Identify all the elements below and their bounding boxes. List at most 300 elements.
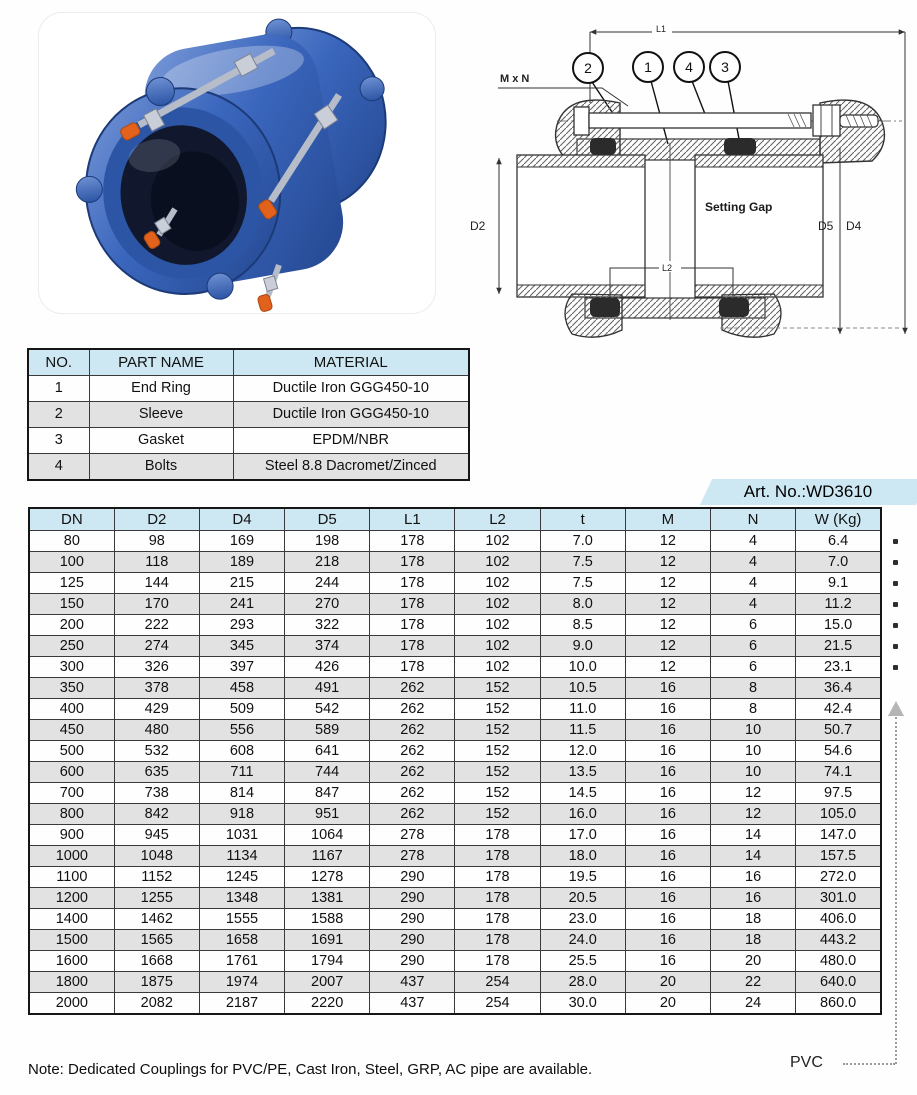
table-cell: 509 bbox=[199, 699, 284, 720]
table-cell: 8 bbox=[711, 678, 796, 699]
table-cell: 7.5 bbox=[540, 573, 625, 594]
table-cell: 12.0 bbox=[540, 741, 625, 762]
table-cell: 860.0 bbox=[796, 993, 881, 1015]
table-cell: 105.0 bbox=[796, 804, 881, 825]
column-header: D4 bbox=[199, 508, 284, 531]
table-cell: 215 bbox=[199, 573, 284, 594]
table-cell: 532 bbox=[114, 741, 199, 762]
table-cell: 12 bbox=[625, 657, 710, 678]
table-cell: 4 bbox=[28, 454, 89, 481]
table-cell: 4 bbox=[711, 531, 796, 552]
table-cell: 16 bbox=[625, 825, 710, 846]
table-cell: 222 bbox=[114, 615, 199, 636]
table-cell: 152 bbox=[455, 762, 540, 783]
callout-4: 4 bbox=[685, 59, 693, 75]
table-cell: 118 bbox=[114, 552, 199, 573]
table-row bbox=[29, 951, 881, 972]
dim-label-l2: L2 bbox=[662, 263, 673, 273]
table-cell: 16.0 bbox=[540, 804, 625, 825]
table-cell: 500 bbox=[29, 741, 114, 762]
table-cell: 900 bbox=[29, 825, 114, 846]
table-cell: 14.5 bbox=[540, 783, 625, 804]
table-cell: 36.4 bbox=[796, 678, 881, 699]
table-row bbox=[29, 867, 881, 888]
table-cell: 322 bbox=[285, 615, 370, 636]
table-cell: 378 bbox=[114, 678, 199, 699]
table-cell: 700 bbox=[29, 783, 114, 804]
pvc-applicable-marker bbox=[893, 602, 898, 607]
table-cell: 16 bbox=[625, 741, 710, 762]
table-cell: 374 bbox=[285, 636, 370, 657]
pipe-left bbox=[517, 155, 645, 297]
table-cell: 12 bbox=[625, 573, 710, 594]
article-number-text: Art. No.:WD3610 bbox=[743, 482, 873, 501]
table-cell: 22 bbox=[711, 972, 796, 993]
table-cell: 7.0 bbox=[796, 552, 881, 573]
table-cell: 290 bbox=[370, 888, 455, 909]
table-cell: 80 bbox=[29, 531, 114, 552]
table-cell: 406.0 bbox=[796, 909, 881, 930]
table-row bbox=[29, 804, 881, 825]
table-cell: 4 bbox=[711, 552, 796, 573]
table-cell: 278 bbox=[370, 825, 455, 846]
table-row bbox=[28, 402, 469, 428]
table-cell: 1048 bbox=[114, 846, 199, 867]
table-cell: 589 bbox=[285, 720, 370, 741]
table-cell: 951 bbox=[285, 804, 370, 825]
table-cell: 272.0 bbox=[796, 867, 881, 888]
table-cell: 9.0 bbox=[540, 636, 625, 657]
table-row bbox=[29, 678, 881, 699]
table-cell: 262 bbox=[370, 741, 455, 762]
table-cell: 1 bbox=[28, 376, 89, 402]
table-cell: 198 bbox=[285, 531, 370, 552]
callout-1: 1 bbox=[644, 59, 652, 75]
table-cell: Bolts bbox=[89, 454, 233, 481]
column-header: W (Kg) bbox=[796, 508, 881, 531]
column-header: PART NAME bbox=[89, 349, 233, 376]
table-cell: 1658 bbox=[199, 930, 284, 951]
table-cell: 480.0 bbox=[796, 951, 881, 972]
table-cell: Ductile Iron GGG450-10 bbox=[233, 376, 469, 402]
table-cell: 738 bbox=[114, 783, 199, 804]
table-cell: 1348 bbox=[199, 888, 284, 909]
table-cell: 1875 bbox=[114, 972, 199, 993]
table-cell: 1974 bbox=[199, 972, 284, 993]
column-header: L2 bbox=[455, 508, 540, 531]
table-cell: 169 bbox=[199, 531, 284, 552]
table-row bbox=[29, 573, 881, 594]
table-cell: 3 bbox=[28, 428, 89, 454]
table-cell: 270 bbox=[285, 594, 370, 615]
table-cell: 11.0 bbox=[540, 699, 625, 720]
table-cell: 16 bbox=[711, 867, 796, 888]
table-row bbox=[29, 699, 881, 720]
product-photo bbox=[38, 12, 436, 314]
dim-label-l1: L1 bbox=[656, 24, 667, 34]
table-cell: 178 bbox=[370, 636, 455, 657]
table-cell: 11.2 bbox=[796, 594, 881, 615]
table-cell: 350 bbox=[29, 678, 114, 699]
dim-label-d5: D5 bbox=[818, 219, 834, 233]
table-cell: 8.0 bbox=[540, 594, 625, 615]
table-row bbox=[29, 972, 881, 993]
table-cell: 274 bbox=[114, 636, 199, 657]
table-cell: 16 bbox=[625, 720, 710, 741]
table-cell: 1565 bbox=[114, 930, 199, 951]
table-cell: 170 bbox=[114, 594, 199, 615]
column-header: D5 bbox=[285, 508, 370, 531]
table-cell: 20 bbox=[711, 951, 796, 972]
table-cell: 16 bbox=[625, 804, 710, 825]
table-cell: 744 bbox=[285, 762, 370, 783]
table-cell: 16 bbox=[625, 951, 710, 972]
table-cell: 16 bbox=[625, 846, 710, 867]
table-cell: 97.5 bbox=[796, 783, 881, 804]
table-cell: 18 bbox=[711, 909, 796, 930]
table-cell: 17.0 bbox=[540, 825, 625, 846]
dimension-table bbox=[28, 507, 882, 1015]
table-cell: Steel 8.8 Dacromet/Zinced bbox=[233, 454, 469, 481]
table-cell: 262 bbox=[370, 783, 455, 804]
table-cell: 1794 bbox=[285, 951, 370, 972]
table-cell: 918 bbox=[199, 804, 284, 825]
dim-label-d2: D2 bbox=[470, 219, 486, 233]
table-cell: 254 bbox=[455, 972, 540, 993]
table-cell: 244 bbox=[285, 573, 370, 594]
table-cell: 2220 bbox=[285, 993, 370, 1015]
table-cell: 1245 bbox=[199, 867, 284, 888]
table-cell: 1152 bbox=[114, 867, 199, 888]
column-header: t bbox=[540, 508, 625, 531]
table-cell: Gasket bbox=[89, 428, 233, 454]
table-cell: Sleeve bbox=[89, 402, 233, 428]
table-cell: 640.0 bbox=[796, 972, 881, 993]
table-cell: 8.5 bbox=[540, 615, 625, 636]
table-cell: End Ring bbox=[89, 376, 233, 402]
table-cell: 1668 bbox=[114, 951, 199, 972]
pvc-applicable-marker bbox=[893, 581, 898, 586]
table-cell: 178 bbox=[370, 531, 455, 552]
table-cell: 1134 bbox=[199, 846, 284, 867]
setting-gap-label: Setting Gap bbox=[705, 200, 773, 214]
table-cell: 16 bbox=[625, 699, 710, 720]
table-cell: 1691 bbox=[285, 930, 370, 951]
table-cell: 178 bbox=[370, 657, 455, 678]
table-cell: 250 bbox=[29, 636, 114, 657]
table-row bbox=[29, 909, 881, 930]
column-header: DN bbox=[29, 508, 114, 531]
table-cell: 16 bbox=[711, 888, 796, 909]
callout-3: 3 bbox=[721, 59, 729, 75]
table-cell: 1500 bbox=[29, 930, 114, 951]
table-cell: 8 bbox=[711, 699, 796, 720]
table-cell: 6.4 bbox=[796, 531, 881, 552]
table-cell: 19.5 bbox=[540, 867, 625, 888]
table-cell: 262 bbox=[370, 699, 455, 720]
parts-table bbox=[27, 348, 470, 481]
table-cell: 13.5 bbox=[540, 762, 625, 783]
table-cell: 16 bbox=[625, 909, 710, 930]
table-cell: 178 bbox=[455, 867, 540, 888]
table-row bbox=[29, 720, 881, 741]
table-cell: 945 bbox=[114, 825, 199, 846]
table-cell: 2187 bbox=[199, 993, 284, 1015]
table-cell: 814 bbox=[199, 783, 284, 804]
table-row bbox=[29, 741, 881, 762]
table-row bbox=[29, 846, 881, 867]
table-cell: 16 bbox=[625, 783, 710, 804]
table-cell: 2 bbox=[28, 402, 89, 428]
table-cell: 262 bbox=[370, 804, 455, 825]
footer-note: Note: Dedicated Couplings for PVC/PE, Cast Iron, Steel, GRP, AC pipe are available. bbox=[28, 1061, 593, 1078]
table-cell: 7.5 bbox=[540, 552, 625, 573]
column-header: NO. bbox=[28, 349, 89, 376]
table-cell: 1064 bbox=[285, 825, 370, 846]
table-cell: 278 bbox=[370, 846, 455, 867]
table-row bbox=[29, 615, 881, 636]
table-cell: 12 bbox=[625, 615, 710, 636]
table-cell: 12 bbox=[625, 552, 710, 573]
table-cell: 150 bbox=[29, 594, 114, 615]
table-cell: 6 bbox=[711, 615, 796, 636]
table-cell: 4 bbox=[711, 573, 796, 594]
table-cell: 10 bbox=[711, 720, 796, 741]
table-cell: 842 bbox=[114, 804, 199, 825]
table-cell: 200 bbox=[29, 615, 114, 636]
table-cell: 1555 bbox=[199, 909, 284, 930]
table-cell: 542 bbox=[285, 699, 370, 720]
table-cell: 450 bbox=[29, 720, 114, 741]
table-cell: 437 bbox=[370, 972, 455, 993]
table-cell: 10.0 bbox=[540, 657, 625, 678]
table-cell: 326 bbox=[114, 657, 199, 678]
article-number-badge bbox=[700, 479, 916, 505]
table-cell: 711 bbox=[199, 762, 284, 783]
table-cell: 42.4 bbox=[796, 699, 881, 720]
table-cell: 23.0 bbox=[540, 909, 625, 930]
table-cell: 290 bbox=[370, 909, 455, 930]
table-cell: 178 bbox=[455, 951, 540, 972]
table-cell: 847 bbox=[285, 783, 370, 804]
table-row bbox=[28, 454, 469, 481]
table-cell: 1381 bbox=[285, 888, 370, 909]
table-cell: 254 bbox=[455, 993, 540, 1015]
table-cell: 16 bbox=[625, 867, 710, 888]
table-cell: 25.5 bbox=[540, 951, 625, 972]
table-cell: 16 bbox=[625, 678, 710, 699]
table-cell: 241 bbox=[199, 594, 284, 615]
table-cell: 9.1 bbox=[796, 573, 881, 594]
table-cell: 218 bbox=[285, 552, 370, 573]
column-header: D2 bbox=[114, 508, 199, 531]
table-cell: 100 bbox=[29, 552, 114, 573]
table-cell: 1400 bbox=[29, 909, 114, 930]
table-cell: 556 bbox=[199, 720, 284, 741]
pvc-applicable-marker bbox=[893, 665, 898, 670]
table-cell: 400 bbox=[29, 699, 114, 720]
table-cell: 152 bbox=[455, 783, 540, 804]
table-cell: 6 bbox=[711, 657, 796, 678]
table-cell: Ductile Iron GGG450-10 bbox=[233, 402, 469, 428]
table-row bbox=[29, 531, 881, 552]
table-cell: 293 bbox=[199, 615, 284, 636]
table-row bbox=[29, 552, 881, 573]
table-cell: 10.5 bbox=[540, 678, 625, 699]
dim-label-mxn: M x N bbox=[500, 73, 530, 85]
dimension-table-header-row bbox=[29, 508, 881, 531]
table-cell: 98 bbox=[114, 531, 199, 552]
table-row bbox=[28, 376, 469, 402]
table-cell: 1200 bbox=[29, 888, 114, 909]
table-cell: 157.5 bbox=[796, 846, 881, 867]
table-cell: 178 bbox=[370, 615, 455, 636]
table-cell: 147.0 bbox=[796, 825, 881, 846]
table-cell: 2000 bbox=[29, 993, 114, 1015]
table-cell: 152 bbox=[455, 741, 540, 762]
table-cell: 1588 bbox=[285, 909, 370, 930]
table-cell: 12 bbox=[625, 531, 710, 552]
table-cell: 12 bbox=[711, 783, 796, 804]
table-cell: 102 bbox=[455, 594, 540, 615]
table-cell: 178 bbox=[370, 594, 455, 615]
table-cell: 23.1 bbox=[796, 657, 881, 678]
table-cell: 480 bbox=[114, 720, 199, 741]
technical-drawing bbox=[452, 8, 917, 348]
pvc-applicable-marker bbox=[893, 560, 898, 565]
table-cell: 2082 bbox=[114, 993, 199, 1015]
dim-label-d4: D4 bbox=[846, 219, 862, 233]
table-row bbox=[29, 636, 881, 657]
table-cell: 290 bbox=[370, 930, 455, 951]
table-cell: 16 bbox=[625, 930, 710, 951]
table-cell: 178 bbox=[370, 552, 455, 573]
table-row bbox=[29, 825, 881, 846]
table-cell: 102 bbox=[455, 573, 540, 594]
table-cell: 16 bbox=[625, 762, 710, 783]
pvc-label: PVC bbox=[790, 1054, 823, 1071]
table-cell: 102 bbox=[455, 636, 540, 657]
table-cell: 12 bbox=[711, 804, 796, 825]
table-cell: 20 bbox=[625, 972, 710, 993]
table-cell: 178 bbox=[455, 909, 540, 930]
table-cell: 20 bbox=[625, 993, 710, 1015]
table-cell: 28.0 bbox=[540, 972, 625, 993]
table-row bbox=[29, 993, 881, 1015]
table-cell: 21.5 bbox=[796, 636, 881, 657]
table-cell: 102 bbox=[455, 615, 540, 636]
table-cell: 491 bbox=[285, 678, 370, 699]
table-cell: 600 bbox=[29, 762, 114, 783]
table-row bbox=[29, 657, 881, 678]
table-cell: 152 bbox=[455, 720, 540, 741]
table-row bbox=[29, 930, 881, 951]
table-cell: 12 bbox=[625, 636, 710, 657]
table-cell: 397 bbox=[199, 657, 284, 678]
table-cell: 16 bbox=[625, 888, 710, 909]
table-cell: 20.5 bbox=[540, 888, 625, 909]
table-cell: 10 bbox=[711, 762, 796, 783]
table-cell: 178 bbox=[455, 888, 540, 909]
table-cell: 14 bbox=[711, 825, 796, 846]
table-cell: 1000 bbox=[29, 846, 114, 867]
table-cell: 189 bbox=[199, 552, 284, 573]
pipe-right bbox=[695, 155, 823, 297]
table-cell: 152 bbox=[455, 699, 540, 720]
coupling-photo-illustration bbox=[39, 13, 435, 313]
table-cell: 102 bbox=[455, 531, 540, 552]
table-cell: 800 bbox=[29, 804, 114, 825]
table-cell: 6 bbox=[711, 636, 796, 657]
table-cell: 1462 bbox=[114, 909, 199, 930]
table-cell: 1031 bbox=[199, 825, 284, 846]
pvc-applicable-marker bbox=[893, 644, 898, 649]
table-cell: 15.0 bbox=[796, 615, 881, 636]
table-cell: 641 bbox=[285, 741, 370, 762]
table-cell: 11.5 bbox=[540, 720, 625, 741]
table-cell: 1761 bbox=[199, 951, 284, 972]
table-cell: 74.1 bbox=[796, 762, 881, 783]
table-cell: 4 bbox=[711, 594, 796, 615]
table-cell: 2007 bbox=[285, 972, 370, 993]
table-row bbox=[29, 888, 881, 909]
table-cell: 54.6 bbox=[796, 741, 881, 762]
table-cell: 102 bbox=[455, 657, 540, 678]
table-cell: 178 bbox=[370, 573, 455, 594]
table-cell: 262 bbox=[370, 720, 455, 741]
table-cell: 437 bbox=[370, 993, 455, 1015]
table-cell: 30.0 bbox=[540, 993, 625, 1015]
table-cell: 152 bbox=[455, 678, 540, 699]
column-header: N bbox=[711, 508, 796, 531]
table-cell: 102 bbox=[455, 552, 540, 573]
table-row bbox=[28, 428, 469, 454]
table-cell: 178 bbox=[455, 846, 540, 867]
table-cell: 1600 bbox=[29, 951, 114, 972]
table-cell: 290 bbox=[370, 951, 455, 972]
table-cell: 24.0 bbox=[540, 930, 625, 951]
table-cell: 24 bbox=[711, 993, 796, 1015]
column-header: MATERIAL bbox=[233, 349, 469, 376]
table-cell: 178 bbox=[455, 930, 540, 951]
pvc-range-arrow-icon bbox=[888, 701, 904, 716]
table-row bbox=[29, 762, 881, 783]
pvc-applicable-marker bbox=[893, 539, 898, 544]
table-cell: 125 bbox=[29, 573, 114, 594]
table-cell: 608 bbox=[199, 741, 284, 762]
table-cell: 1167 bbox=[285, 846, 370, 867]
table-cell: 301.0 bbox=[796, 888, 881, 909]
table-cell: EPDM/NBR bbox=[233, 428, 469, 454]
table-cell: 262 bbox=[370, 762, 455, 783]
table-cell: 1255 bbox=[114, 888, 199, 909]
table-cell: 443.2 bbox=[796, 930, 881, 951]
table-cell: 429 bbox=[114, 699, 199, 720]
pvc-range-dotted-line bbox=[895, 717, 897, 1064]
table-cell: 426 bbox=[285, 657, 370, 678]
table-cell: 144 bbox=[114, 573, 199, 594]
table-cell: 1800 bbox=[29, 972, 114, 993]
table-cell: 458 bbox=[199, 678, 284, 699]
table-cell: 50.7 bbox=[796, 720, 881, 741]
table-row bbox=[29, 783, 881, 804]
table-cell: 290 bbox=[370, 867, 455, 888]
table-cell: 18.0 bbox=[540, 846, 625, 867]
part-callouts bbox=[573, 52, 740, 83]
column-header: L1 bbox=[370, 508, 455, 531]
table-cell: 12 bbox=[625, 594, 710, 615]
table-cell: 10 bbox=[711, 741, 796, 762]
